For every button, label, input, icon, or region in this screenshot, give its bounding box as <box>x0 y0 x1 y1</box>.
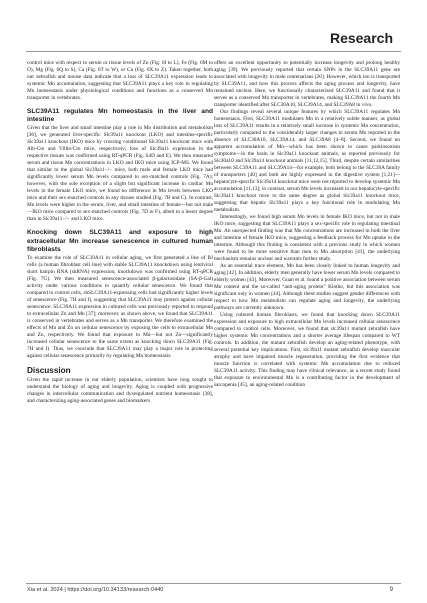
paragraph: control mice with respect to serum or tissue levels of Zn (Fig. 6I to L), Fe (Fig. 6M to O), Mg (Fig. 6Q to S), Ca (Fig. 6T to W), or Cu (Fig. 6X to Z). Taken together, both our zebrafish and mouse data indicate that a loss of SLC39A11 expression leads to systemic Mn accumulation, suggesting that SLC39A11 plays a key role in regulating Mn homeostasis under physiological conditions and functions as a conserved Mn transporter in vertebrates. <box>27 60 213 101</box>
paragraph: Given that the liver and small intestine play a role in Mn distribution and metabolism [36], we generated liver-specific Slc39a11 knockout (LKO) and intestine-specific Slc39a11 knockout (IKO) mice by crossing conditional Slc39a11 knockout mice with Alb-Cre and Villin-Cre mice, respectively; loss of Slc39a11 expression in the respective tissues was confirmed using RT-qPCR (Fig. S4D and E). We then measured serum and tissue Mn concentrations in LKO and IKO mice using ICP-MS. We found that similar to the global Slc39a11−/− mice, both male and female LKO mice had significantly lower serum Mn levels compared to sex-matched controls (Fig. 7A); however, with the sole exception of a slight but significant increase in cardiac Mn levels in the female LKO mice, we found no difference in Mn levels between LKO mice and their sex-matched controls in any tissues studied (Fig. 7B and C). In contrast, Mn levels were higher in the serum, liver, and small intestine of female—but not male—IKO mice compared to sex-matched controls (Fig. 7D to F), albeit to a lesser degree than in Slc39a11−/− and LKO mice. <box>27 125 213 223</box>
right-column <box>214 60 400 389</box>
paragraph: Our findings reveal several unique features by which SLC39A11 regulates Mn homeostasis. First, SLC39A11 modulates Mn in a relatively subtle manner, as global loss of SLC39A11 results in a relatively small increase in systemic Mn concentration, particularly compared to the considerably larger changes in serum Mn reported in the absence of SLC30A10, SLC39A14, and SLC39A8 [4–8]. Second, we found no apparent accumulation of Mn—which has been shown to cause parkinsonism symptoms—in the brain in Slc39a11 knockout animals, as reported previously for Slc30a10 and Slc39a14 knockout animals [11,12,15]. Third, despite certain similarities between SLC39A11 and SLC39A14—for example, both belong to the SLC39A family of transporters [40] and both are highly expressed in the digestive system [1,21]—hepatocyte-specific Slc39a14 knockout mice were not reported to develop systemic Mn accumulation [11,13]; in contrast, serum Mn levels increased in our hepatocyte-specific Slc39a11 knockout mice to the same degree as global Slc39a11 knockout mice, suggesting that hepatic Slc39a11 plays a key functional role in modulating Mn metabolism. <box>214 109 400 213</box>
section-heading: SLC39A11 regulates Mn homeostasis in the liver and intestine <box>27 108 213 124</box>
paragraph: Interestingly, we found high serum Mn levels in female IKO mice, but not in male IKO mice, suggesting that SLC39A11 plays a sex-specific role in regulating intestinal Mn. An unexpected finding was that Mn concentrations are increased in both the liver and intestine of female IKO mice, suggesting a feedback process for Mn uptake in the intestine. Although this finding is consistent with a previous study in which women were found to be more sensitive than men to Mn absorption [41], the underlying mechanism remains unclear and warrants further study. <box>214 214 400 262</box>
paragraph: As an essential trace element, Mn has been closely linked to human longevity and aging [42]. In addition, elderly men generally have lower serum Mn levels compared to elderly women [43]. Moreover, Guan et al. found a positive association between serum Mn content and the so-called “anti-aging protein” Klotho, but this association was significant only in women [44]. Although these studies suggest gender differences with respect to how Mn metabolism can regulate aging and longevity, the underlying pathways are currently unknown. <box>214 263 400 311</box>
paragraph: To examine the role of SLC39A11 in cellular aging, we first generated a line of BJ cells (a human fibroblast cell line) with stable SLC39A11 knockdown using lentiviral short hairpin RNA (shRNA) expression; knockdown was confirmed using RT-qPCR (Fig. 7G). We then measured senescence-associated β-galactosidase (SA-β-Gal) activity under various conditions to quantify cellular senescence. We found that compared to control cells, shSLC39A11-expressing cells had significantly higher levels of senescence (Fig. 7H and I), suggesting that SLC39A11 may protect against cellular senescence. SLC39A11 expression in cultured cells was previously reported to respond to extracellular Zn and Mn [37]; moreover, as shown above, we found that SLC39A11 is conserved in vertebrates and serves as a Mn transporter. We therefore examined the effects of Mn and Zn on cellular senescence by exposing the cells to extracellular Mn and Zn, respectively. We found that exposure to Mn—but not Zn—significantly increased cellular senescence to the same extent as knocking down SLC39A11 (Fig. 7H and I). Thus, we conclude that SLC39A11 may play a major role in protecting against cellular senescence primarily by regulating Mn homeostasis. <box>27 255 213 360</box>
paragraph: Given the rapid increase in our elderly population, scientists have long sought to understand the biology of aging and longevity. Aging is coupled with progressive changes in intercellular communication and dysregulated nutrient homeostasis [38], and characterizing aging-associated genes and biomarkers <box>27 377 213 405</box>
page-number: 9 <box>389 587 393 593</box>
header-rule <box>26 51 401 52</box>
discussion-heading: Discussion <box>27 366 71 376</box>
footer-rule <box>26 583 401 584</box>
page-header <box>0 0 427 50</box>
paragraph: Using cultured human fibroblasts, we found that knocking down SLC39A11 expression and exposure to high extracellular Mn levels increased cellular senescence compared to control cells. Moreover, we found that slc39a11 mutant zebrafish have higher systemic Mn concentrations and a shorter average lifespan compared to WT controls. In addition, the mutant zebrafish develop an aging-related phenotype, with several potential key implications. First, slc39a11 mutant zebrafish develop muscular atrophy and have impaired muscle regeneration, providing the first evidence that muscle function is correlated with systemic Mn accumulation due to reduced SLC39A11 activity. This finding may have clinical relevance, as a recent study found that exposure to environmental Mn is a contributing factor in the development of sarcopenia [45], an aging-related condition <box>214 312 400 388</box>
journal-name: Research <box>329 30 393 46</box>
footer-citation: Xia et al. 2024 | https://doi.org/10.34133/research.0440 <box>27 587 164 593</box>
paragraph: offers an excellent opportunity to potentially increase longevity and prolong healthy aging [39]. We previously reported that certain SNPs in the SLC39A11 gene are associated with longevity in male centenarians [20]. However, which ion is transported by SLC39A11, and how this process affects the aging process and longevity, have remained unclear. Here, we functionally characterized SLC39A11 and found that it serves as a conserved Mn transporter in vertebrates, making SLC39A11 the fourth Mn transporter identified after SLC30A10, SLC39A14, and SLC39A8 in vivo. <box>214 60 400 108</box>
left-column <box>27 60 213 405</box>
section-heading: Knocking down SLC39A11 and exposure to high extracellular Mn increase senescence in cultured human fibroblasts <box>27 229 213 253</box>
